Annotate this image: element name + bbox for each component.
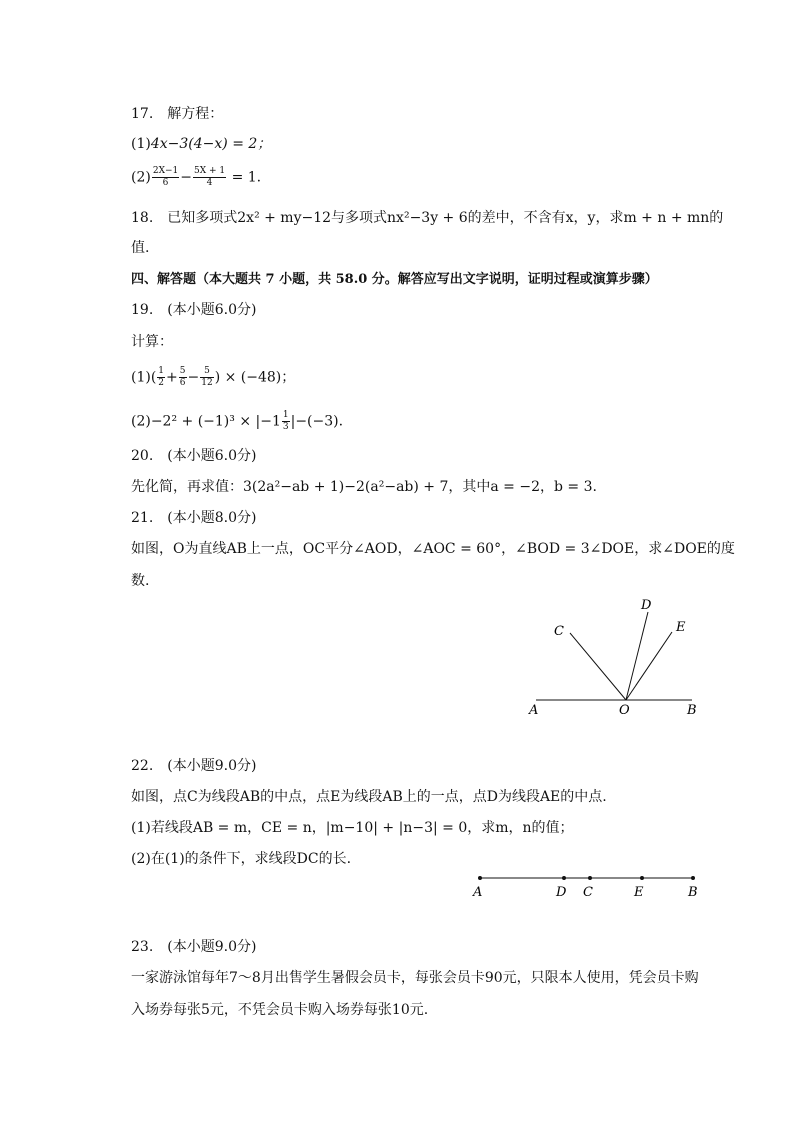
q19-plus: + bbox=[166, 369, 178, 386]
q17-fraction-1-denominator: 6 bbox=[162, 178, 169, 188]
q21-title: 21. (本小题8.0分) bbox=[131, 510, 257, 526]
q17-part1-prefix: (1) bbox=[131, 136, 151, 152]
point-c bbox=[588, 876, 592, 880]
q17-part1-equation: 4x−3(4−x) = 2； bbox=[150, 136, 272, 152]
q17-fraction-2-denominator: 4 bbox=[206, 178, 213, 188]
q22-title: 22. (本小题9.0分) bbox=[131, 758, 257, 774]
q19-fraction-2-denominator: 6 bbox=[179, 378, 186, 388]
q19-part2-fraction bbox=[282, 410, 290, 433]
q19-fraction-2 bbox=[179, 366, 187, 389]
ray-od bbox=[626, 612, 648, 700]
q21-line-1: 如图，O为直线AB上一点，OC平分∠AOD，∠AOC = 60°，∠BOD = 3∠DOE，求∠DOE的度 bbox=[131, 541, 735, 557]
q22-segment-figure bbox=[466, 868, 706, 904]
q19-part2-fraction-numerator: 1 bbox=[282, 410, 289, 420]
q22-line-3: (2)在(1)的条件下，求线段DC的长. bbox=[131, 851, 352, 867]
q19-part1-suffix: ) × (−48)； bbox=[214, 369, 296, 386]
q19-part2-fraction-denominator: 3 bbox=[282, 422, 289, 432]
label-a: A bbox=[529, 703, 539, 718]
q17-title: 17. 解方程： bbox=[131, 106, 224, 122]
q19-part1 bbox=[131, 366, 295, 389]
label-b: B bbox=[688, 885, 698, 900]
q19-fraction-1-numerator: 1 bbox=[158, 366, 165, 376]
ray-oc bbox=[570, 633, 626, 700]
label-b: B bbox=[687, 703, 697, 718]
q17-fraction-1-numerator: 2X−1 bbox=[152, 166, 179, 176]
q19-part2-prefix: (2)−2² + (−1)³ × |−1 bbox=[131, 413, 281, 430]
q23-title: 23. (本小题9.0分) bbox=[131, 939, 257, 955]
q17-fraction-2 bbox=[193, 166, 226, 189]
q17-minus-sign: − bbox=[180, 169, 192, 186]
q17-fraction-2-numerator: 5X + 1 bbox=[193, 166, 226, 176]
q19-intro: 计算： bbox=[131, 334, 173, 350]
q21-line-2: 数. bbox=[131, 573, 150, 589]
q17-fraction-1 bbox=[152, 166, 179, 189]
point-e bbox=[640, 876, 644, 880]
q23-line-2: 入场券每张5元，不凭会员卡购入场券每张10元. bbox=[131, 1002, 429, 1018]
q19-fraction-3 bbox=[200, 366, 213, 389]
q18-line-1: 18. 已知多项式2x² + my−12与多项式nx²−3y + 6的差中，不含有x，y，求m + n + mn的 bbox=[131, 210, 724, 226]
q22-line-2: (1)若线段AB = m，CE = n，|m−10| + |n−3| = 0，求m，n的值； bbox=[131, 820, 574, 836]
ray-oe bbox=[626, 632, 672, 700]
point-a bbox=[478, 876, 482, 880]
q19-fraction-3-denominator: 12 bbox=[201, 378, 213, 388]
label-c: C bbox=[554, 624, 564, 639]
q21-angle-figure bbox=[520, 590, 710, 720]
q19-part2-suffix: |−(−3). bbox=[290, 413, 344, 430]
q19-fraction-1-denominator: 2 bbox=[158, 378, 165, 388]
q19-minus: − bbox=[187, 369, 200, 386]
label-c: C bbox=[583, 885, 593, 900]
q20-title: 20. (本小题6.0分) bbox=[131, 448, 257, 464]
q20-body: 先化简，再求值：3(2a²−ab + 1)−2(a²−ab) + 7，其中a = −2，b = 3. bbox=[131, 479, 597, 495]
point-b bbox=[691, 876, 695, 880]
section-heading: 四、解答题（本大题共 7 小题，共 58.0 分。解答应写出文字说明，证明过程或演算步骤） bbox=[131, 272, 658, 287]
label-d: D bbox=[641, 598, 652, 613]
point-d bbox=[562, 876, 566, 880]
q17-part1 bbox=[131, 134, 271, 154]
q17-part2 bbox=[131, 166, 261, 189]
q17-part2-rest: = 1. bbox=[231, 169, 262, 186]
q19-fraction-2-numerator: 5 bbox=[179, 366, 186, 376]
q22-line-1: 如图，点C为线段AB的中点，点E为线段AB上的一点，点D为线段AE的中点. bbox=[131, 789, 607, 805]
label-e: E bbox=[676, 620, 686, 635]
label-e: E bbox=[634, 885, 644, 900]
q17-part2-prefix: (2) bbox=[131, 169, 151, 186]
q19-part2 bbox=[131, 410, 343, 433]
label-a: A bbox=[473, 885, 483, 900]
q19-part1-prefix: (1)( bbox=[131, 369, 157, 386]
q19-fraction-3-numerator: 5 bbox=[200, 366, 213, 378]
label-d: D bbox=[556, 885, 567, 900]
q18-line-2: 值. bbox=[131, 240, 150, 256]
q23-line-1: 一家游泳馆每年7～8月出售学生暑假会员卡，每张会员卡90元，只限本人使用，凭会员卡购 bbox=[131, 970, 699, 986]
q19-title: 19. (本小题6.0分) bbox=[131, 302, 257, 318]
label-o: O bbox=[619, 703, 630, 718]
q19-fraction-1 bbox=[157, 366, 165, 389]
